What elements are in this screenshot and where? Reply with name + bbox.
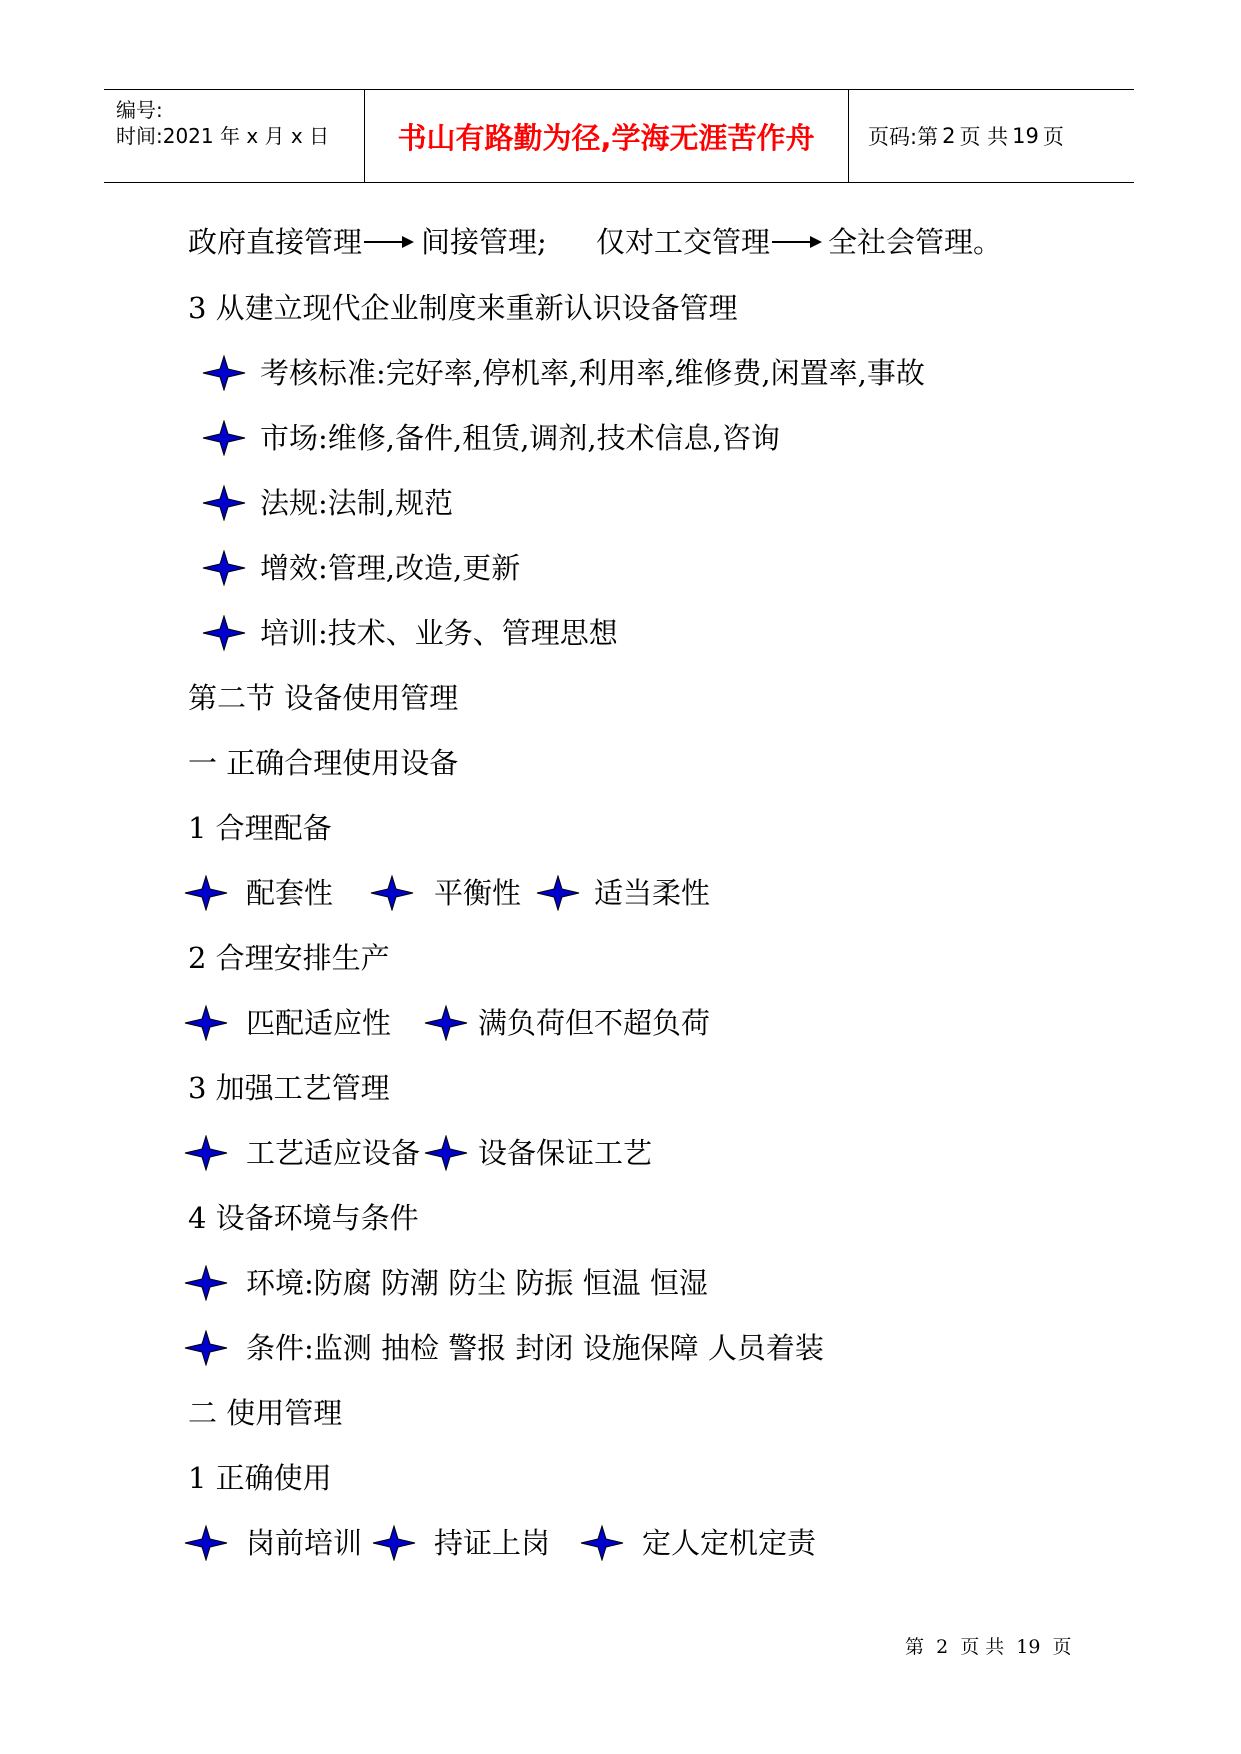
four-point-star-icon bbox=[202, 550, 246, 586]
bullet-item: 环境:防腐 防潮 防尘 防振 恒温 恒湿 bbox=[246, 1266, 708, 1300]
bullet-item: 培训:技术、业务、管理思想 bbox=[260, 616, 618, 650]
item-heading: 1 合理配备 bbox=[188, 811, 332, 845]
page-header bbox=[104, 89, 1134, 183]
time-label: 时间:2021 年 x 月 x 日 bbox=[116, 124, 330, 148]
four-point-star-icon bbox=[424, 1005, 468, 1041]
header-page-info bbox=[850, 90, 1148, 182]
four-point-star-icon bbox=[370, 875, 414, 911]
header-divider bbox=[364, 90, 365, 182]
bullet-item: 市场:维修,备件,租赁,调剂,技术信息,咨询 bbox=[260, 421, 780, 455]
right-arrow-icon bbox=[772, 224, 822, 260]
four-point-star-icon bbox=[184, 875, 228, 911]
page-suffix: 页 bbox=[1042, 125, 1064, 149]
four-point-star-icon bbox=[184, 1265, 228, 1301]
bullet-item: 配套性 bbox=[246, 876, 334, 910]
bullet-item: 岗前培训 bbox=[246, 1526, 363, 1560]
four-point-star-icon bbox=[202, 485, 246, 521]
bullet-item: 满负荷但不超负荷 bbox=[478, 1006, 711, 1040]
four-point-star-icon bbox=[536, 875, 580, 911]
footer-prefix: 第 bbox=[905, 1636, 925, 1658]
four-point-star-icon bbox=[184, 1525, 228, 1561]
bullet-item: 工艺适应设备 bbox=[246, 1136, 421, 1170]
part-heading: 一 正确合理使用设备 bbox=[188, 746, 459, 780]
bullet-item: 条件:监测 抽检 警报 封闭 设施保障 人员着装 bbox=[246, 1331, 824, 1365]
part-heading: 二 使用管理 bbox=[188, 1396, 343, 1430]
four-point-star-icon bbox=[372, 1525, 416, 1561]
four-point-star-icon bbox=[424, 1135, 468, 1171]
page-number: 2 bbox=[942, 124, 956, 148]
four-point-star-icon bbox=[184, 1005, 228, 1041]
line1-text-a: 政府直接管理 bbox=[188, 225, 363, 259]
code-label: 编号: bbox=[116, 98, 163, 122]
page-footer bbox=[905, 1632, 1072, 1659]
item-heading: 1 正确使用 bbox=[188, 1461, 332, 1495]
four-point-star-icon bbox=[184, 1135, 228, 1171]
item-heading: 2 合理安排生产 bbox=[188, 941, 390, 975]
footer-mid: 页 共 bbox=[960, 1636, 1005, 1658]
bullet-item: 考核标准:完好率,停机率,利用率,维修费,闲置率,事故 bbox=[260, 356, 925, 390]
header-motto bbox=[366, 90, 846, 182]
item-heading: 4 设备环境与条件 bbox=[188, 1201, 419, 1235]
heading-3: 3 从建立现代企业制度来重新认识设备管理 bbox=[188, 291, 738, 325]
bullet-item: 法规:法制,规范 bbox=[260, 486, 453, 520]
section-heading: 第二节 设备使用管理 bbox=[188, 681, 459, 715]
four-point-star-icon bbox=[202, 615, 246, 651]
motto-text: 书山有路勤为径,学海无涯苦作舟 bbox=[397, 120, 815, 155]
right-arrow-icon bbox=[364, 224, 414, 260]
footer-suffix: 页 bbox=[1052, 1636, 1072, 1658]
four-point-star-icon bbox=[580, 1525, 624, 1561]
footer-total: 19 bbox=[1016, 1636, 1041, 1658]
bullet-item: 适当柔性 bbox=[594, 876, 711, 910]
page-prefix: 页码:第 bbox=[868, 125, 939, 149]
bullet-item: 持证上岗 bbox=[434, 1526, 551, 1560]
four-point-star-icon bbox=[202, 355, 246, 391]
header-meta bbox=[104, 90, 364, 182]
footer-page-number: 2 bbox=[936, 1636, 949, 1658]
four-point-star-icon bbox=[184, 1330, 228, 1366]
line1-text-d: 全社会管理。 bbox=[828, 225, 1003, 259]
page-mid: 页 共 bbox=[959, 125, 1009, 149]
line1-text-c: 仅对工交管理 bbox=[596, 225, 771, 259]
bullet-item: 增效:管理,改造,更新 bbox=[260, 551, 521, 585]
bullet-item: 设备保证工艺 bbox=[478, 1136, 653, 1170]
item-heading: 3 加强工艺管理 bbox=[188, 1071, 390, 1105]
header-divider bbox=[848, 90, 849, 182]
line1-text-b: 间接管理; bbox=[421, 225, 547, 259]
bullet-item: 平衡性 bbox=[434, 876, 522, 910]
four-point-star-icon bbox=[202, 420, 246, 456]
bullet-item: 定人定机定责 bbox=[642, 1526, 817, 1560]
page-total: 19 bbox=[1012, 124, 1039, 148]
bullet-item: 匹配适应性 bbox=[246, 1006, 392, 1040]
